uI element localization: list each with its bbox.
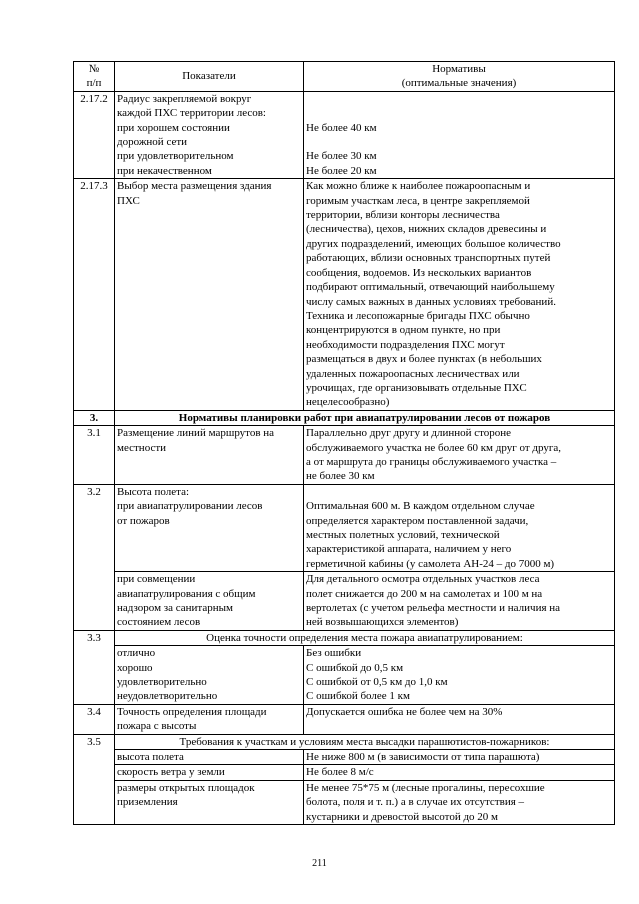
text-line: вертолетах (с учетом рельефа местности и наличия на (306, 602, 561, 615)
row-norm (304, 704, 615, 734)
text-line: каждой ПХС территории лесов: (117, 107, 266, 120)
text-line: размещаться в двух и более пунктах (в небольших (306, 353, 542, 366)
row-number: 3.3 (74, 630, 115, 704)
text-line (117, 528, 301, 542)
text-line: кустарники и древостой высотой до 20 м (306, 810, 499, 823)
text-line: Высота полета: (117, 485, 190, 498)
table-row (74, 484, 615, 571)
table-row (74, 734, 615, 749)
section-row (74, 410, 615, 425)
text-line: работающих, вблизи основных транспортных путей (306, 252, 551, 265)
table-header-row (74, 62, 615, 92)
text-line: обслуживаемого участка не более 60 км друг от друга, (306, 441, 561, 454)
text-line: Оптимальная 600 м. В каждом отдельном случае (306, 500, 535, 513)
table-row (74, 630, 615, 645)
table-row (74, 646, 615, 705)
table-row (74, 704, 615, 734)
text-line: определяется характером поставленной задачи, (306, 514, 529, 527)
text-line: Точность определения площади (117, 705, 267, 718)
row-number: 3.1 (74, 426, 115, 485)
header-norms: Нормативы (оптимальные значения) (304, 62, 615, 92)
text-line: удовлетворительно (117, 676, 207, 689)
text-line: Размещение линий маршрутов на (117, 427, 275, 440)
row-norm (304, 484, 615, 571)
text-line: нецелесообразно) (306, 396, 390, 409)
text-line: герметичной кабины (у самолета АН-24 – до 7000 м) (306, 557, 555, 570)
row-indicator (115, 646, 304, 705)
text-line: при некачественном (117, 164, 212, 177)
row-indicator (115, 780, 304, 824)
text-line (306, 485, 612, 499)
text-line: хорошо (117, 661, 153, 674)
table-row (74, 750, 615, 765)
text-line: Для детального осмотра отдельных участков леса (306, 573, 540, 586)
row-indicator (115, 765, 304, 780)
text-line: авиапатрулирования с общим (117, 587, 256, 600)
text-line: С ошибкой от 0,5 км до 1,0 км (306, 676, 448, 689)
row-norm (304, 780, 615, 824)
text-line: Техника и лесопожарные бригады ПХС обычно (306, 309, 530, 322)
text-line: необходимости подразделения ПХС могут (306, 338, 505, 351)
text-line: надзором за санитарным (117, 602, 233, 615)
text-line: местности (117, 441, 167, 454)
text-line: Не более 20 км (306, 164, 377, 177)
table-row (74, 426, 615, 485)
row-indicator (115, 704, 304, 734)
table-row (74, 91, 615, 178)
text-line: Параллельно друг другу и длинной стороне (306, 427, 512, 440)
text-line: концентрируются в одном пункте, но при (306, 324, 501, 337)
row-indicator (115, 179, 304, 411)
text-line: (лесничества), цехов, нижних складов древесины и (306, 223, 547, 236)
text-line: приземления (117, 796, 178, 809)
norms-table (73, 61, 615, 825)
text-line: ней возвышающихся элементов) (306, 616, 459, 629)
text-line: при авиапатрулировании лесов (117, 500, 263, 513)
text-line: Не более 30 км (306, 150, 377, 163)
row-norm (304, 765, 615, 780)
row-indicator (115, 484, 304, 571)
text-line: С ошибкой до 0,5 км (306, 661, 404, 674)
text-line: от пожаров (117, 514, 170, 527)
table-row (74, 179, 615, 411)
text-line: Не более 40 км (306, 121, 377, 134)
text-line: ПХС (117, 194, 140, 207)
text-line: С ошибкой более 1 км (306, 690, 410, 703)
page-number: 211 (312, 858, 327, 869)
row-norm (304, 179, 615, 411)
row-group-title: Оценка точности определения места пожара авиапатрулированием: (115, 630, 615, 645)
text-line: Не менее 75*75 м (лесные прогалины, пересохшие (306, 781, 545, 794)
table-row (74, 572, 615, 631)
text-line: скорость ветра у земли (117, 766, 225, 779)
row-indicator (115, 750, 304, 765)
row-indicator (115, 426, 304, 485)
header-num: № п/п (74, 62, 115, 92)
text-line: пожара с высоты (117, 720, 197, 733)
section-title: Нормативы планировки работ при авиапатрулировании лесов от пожаров (115, 410, 615, 425)
text-line: характеристикой аппарата, наличием у него (306, 543, 512, 556)
text-line (306, 92, 612, 106)
text-line (117, 542, 301, 556)
row-number: 2.17.3 (74, 179, 115, 411)
text-line: удаленных пожароопасных лесничествах или (306, 367, 520, 380)
row-number: 3.2 (74, 484, 115, 630)
row-group-title: Требования к участкам и условиям места высадки парашютистов-пожарников: (115, 734, 615, 749)
text-line: болота, поля и т. п.) а в случае их отсутствия – (306, 796, 525, 809)
text-line: других подразделений, имеющих большое количество (306, 237, 561, 250)
text-line (117, 557, 301, 571)
text-line: Радиус закрепляемой вокруг (117, 92, 252, 105)
text-line: отлично (117, 647, 156, 660)
text-line (306, 135, 612, 149)
text-line: Без ошибки (306, 647, 362, 660)
header-indicators: Показатели (115, 62, 304, 92)
text-line: при совмещении (117, 573, 196, 586)
text-line: неудовлетворительно (117, 690, 218, 703)
text-line: Не ниже 800 м (в зависимости от типа парашюта) (306, 751, 540, 764)
text-line: Не более 8 м/с (306, 766, 374, 779)
text-line (306, 106, 612, 120)
row-indicator (115, 572, 304, 631)
row-norm (304, 572, 615, 631)
section-number: 3. (74, 410, 115, 425)
text-line: размеры открытых площадок (117, 781, 255, 794)
row-indicator (115, 91, 304, 178)
row-norm (304, 750, 615, 765)
text-line: сообщения, водоемов. Из нескольких вариантов (306, 266, 532, 279)
text-line: местных полетных условий, технической (306, 528, 500, 541)
text-line: урочищах, где организовывать отдельные ПХС (306, 381, 527, 394)
row-norm (304, 646, 615, 705)
row-norm (304, 91, 615, 178)
text-line: Как можно ближе к наиболее пожароопасным и (306, 180, 531, 193)
table-row (74, 765, 615, 780)
row-number: 3.5 (74, 734, 115, 824)
row-norm (304, 426, 615, 485)
table-row (74, 780, 615, 824)
text-line: дорожной сети (117, 136, 188, 149)
text-line: Выбор места размещения здания (117, 180, 272, 193)
text-line: а от маршрута до границы обслуживаемого участка – (306, 455, 557, 468)
text-line: полет снижается до 200 м на самолетах и 100 м на (306, 587, 543, 600)
text-line: числу самых важных в данных условиях требований. (306, 295, 556, 308)
text-line: подбирают оптимальный, отвечающий наибольшему (306, 281, 555, 294)
text-line: горимым участкам леса, в центре закрепляемой (306, 194, 530, 207)
row-number: 3.4 (74, 704, 115, 734)
text-line: территории, вблизи конторы лесничества (306, 209, 500, 222)
text-line: Допускается ошибка не более чем на 30% (306, 705, 503, 718)
row-number: 2.17.2 (74, 91, 115, 178)
document-page (73, 61, 614, 825)
text-line: при хорошем состоянии (117, 121, 230, 134)
text-line: при удовлетворительном (117, 150, 234, 163)
text-line: состоянием лесов (117, 616, 201, 629)
text-line: не более 30 км (306, 470, 375, 483)
text-line: высота полета (117, 751, 184, 764)
